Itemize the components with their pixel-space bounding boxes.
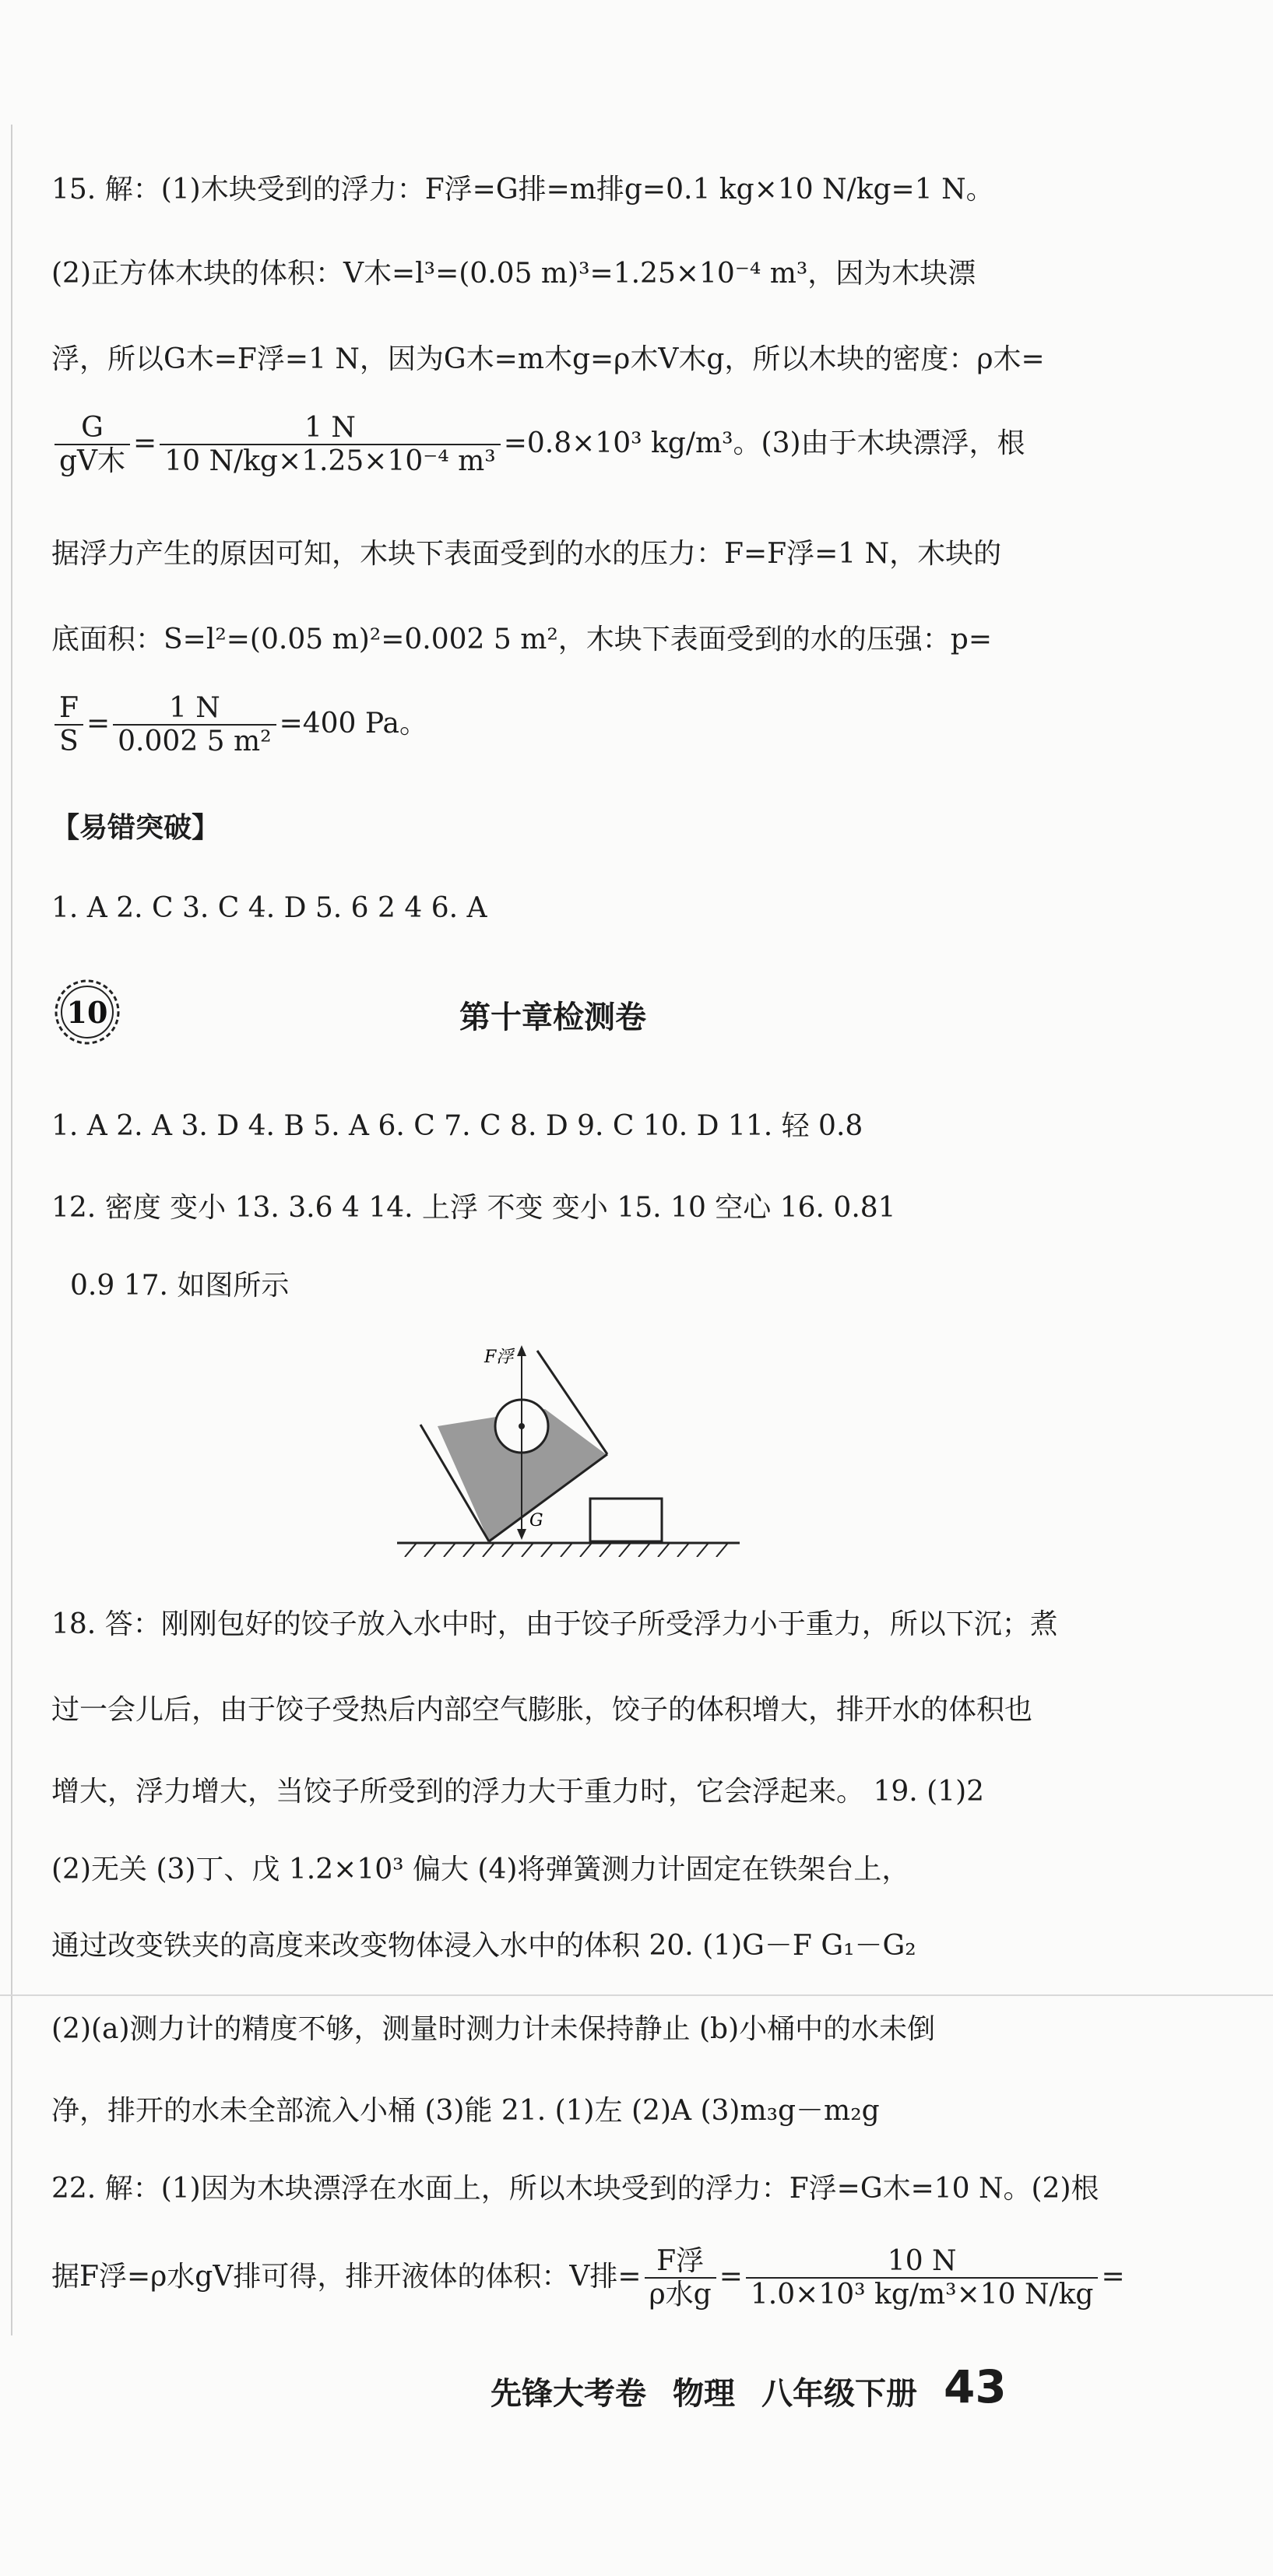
q18-line-3: 增大，浮力增大，当饺子所受到的浮力大于重力时，它会浮起来。 19. (1)2: [51, 1776, 985, 1808]
subject: 物理: [673, 2376, 735, 2412]
numerator: 10 N: [746, 2246, 1099, 2279]
denominator: 1.0×10³ kg/m³×10 N/kg: [750, 2279, 1094, 2311]
buoyancy-figure: [397, 1339, 740, 1557]
q18-line-2: 过一会儿后，由于饺子受热后内部空气膨胀，饺子的体积增大，排开水的体积也: [51, 1694, 1033, 1726]
q22-line-2: 据F浮=ρ水gV排可得，排开液体的体积：V排= $\frac{\text{F浮}}{\text{ρ水g}}$ = $\frac{10 N}{\text{1.0×10³ kg/m³×10 N/kg}}$ =: [51, 2245, 1125, 2311]
q18-line-1: 18. 答：刚刚包好的饺子放入水中时，由于饺子所受浮力小于重力，所以下沉；煮: [51, 1608, 1058, 1640]
q15-line-6: 底面积：S=l²=(0.05 m)²=0.002 5 m²，木块下表面受到的水的压强：p=: [51, 624, 992, 655]
book-title: 先锋大考卷: [491, 2376, 646, 2412]
numerator: 1 N: [160, 413, 500, 445]
numerator: G: [55, 413, 130, 445]
q18-line-6: (2)(a)测力计的精度不够，测量时测力计未保持静止 (b)小桶中的水未倒: [51, 2013, 936, 2045]
page-number: 43: [944, 2360, 1007, 2413]
chapter-badge: [48, 973, 126, 1051]
q22-line-2-tail: =: [1101, 2261, 1125, 2293]
fraction: [160, 413, 500, 478]
denominator: ρ水g: [649, 2279, 712, 2311]
chapter-badge-number: 10: [66, 995, 108, 1030]
numerator: F浮: [645, 2246, 716, 2279]
margin-rule: [11, 125, 12, 2335]
q15-line-4: $\frac{G}{\text{gV木}}$ = $\frac{1 N}{\text{10 N/kg×1.25×10⁻⁴ m³}}$ =0.8×10³ kg/m³。(3)由于木块漂浮，根: [51, 413, 1109, 478]
error-answers: 1. A 2. C 3. C 4. D 5. 6 2 4 6. A: [51, 892, 487, 924]
fraction: [113, 693, 276, 758]
answers-row-1: 1. A 2. A 3. D 4. B 5. A 6. C 7. C 8. D 9. C 10. D 11. 轻 0.8: [51, 1110, 863, 1142]
q18-line-7: 净，排开的水未全部流入小桶 (3)能 21. (1)左 (2)A (3)m₃g－m₂g: [51, 2095, 880, 2127]
q15-line-7: $\frac{F}{S}$ = $\frac{1 N}{\text{0.002 5 m²}}$ =400 Pa。: [51, 693, 1109, 758]
denominator: 0.002 5 m²: [118, 726, 272, 757]
denominator: gV木: [59, 445, 126, 477]
q15-line-4-tail: =0.8×10³ kg/m³。(3)由于木块漂浮，根: [503, 427, 1025, 459]
section-heading: 【易错突破】: [51, 812, 220, 844]
denominator: 10 N/kg×1.25×10⁻⁴ m³: [164, 445, 496, 477]
scan-divider: [0, 1994, 1273, 1996]
q18-line-4: (2)无关 (3)丁、戊 1.2×10³ 偏大 (4)将弹簧测力计固定在铁架台上，: [51, 1854, 910, 1885]
q15-line-2: (2)正方体木块的体积：V木=l³=(0.05 m)³=1.25×10⁻⁴ m³，因为木块漂: [51, 258, 976, 290]
page-footer: [491, 2360, 1106, 2413]
answers-row-3: 0.9 17. 如图所示: [70, 1270, 290, 1302]
chapter-title: 第十章检测卷: [459, 1000, 646, 1035]
fraction: [55, 693, 83, 758]
grade: 八年级下册: [761, 2376, 917, 2412]
q15-line-5: 据浮力产生的原因可知，木块下表面受到的水的压力：F=F浮=1 N，木块的: [51, 538, 1002, 570]
q22-line-2-text: 据F浮=ρ水gV排可得，排开液体的体积：V排=: [51, 2261, 642, 2293]
fraction: [645, 2246, 716, 2311]
support-block: [590, 1499, 662, 1541]
numerator: 1 N: [113, 693, 276, 726]
q15-line-3: 浮，所以G木=F浮=1 N，因为G木=m木g=ρ木V木g，所以木块的密度：ρ木=: [51, 343, 1045, 375]
buoyant-force-label: F浮: [484, 1348, 514, 1367]
q18-line-5: 通过改变铁夹的高度来改变物体浸入水中的体积 20. (1)G－F G₁－G₂: [51, 1930, 916, 1962]
numerator: F: [55, 693, 83, 726]
q15-line-1: 15. 解：(1)木块受到的浮力：F浮=G排=m排g=0.1 kg×10 N/kg=1 N。: [51, 174, 994, 206]
gravity-label: G: [529, 1511, 543, 1530]
q15-line-7-tail: =400 Pa。: [279, 708, 427, 740]
denominator: S: [59, 726, 79, 757]
answers-row-2: 12. 密度 变小 13. 3.6 4 14. 上浮 不变 变小 15. 10 空心 16. 0.81: [51, 1192, 896, 1224]
fraction: [55, 413, 130, 478]
q22-line-1: 22. 解：(1)因为木块漂浮在水面上，所以木块受到的浮力：F浮=G木=10 N。(2)根: [51, 2173, 1099, 2205]
fraction: [746, 2246, 1099, 2311]
